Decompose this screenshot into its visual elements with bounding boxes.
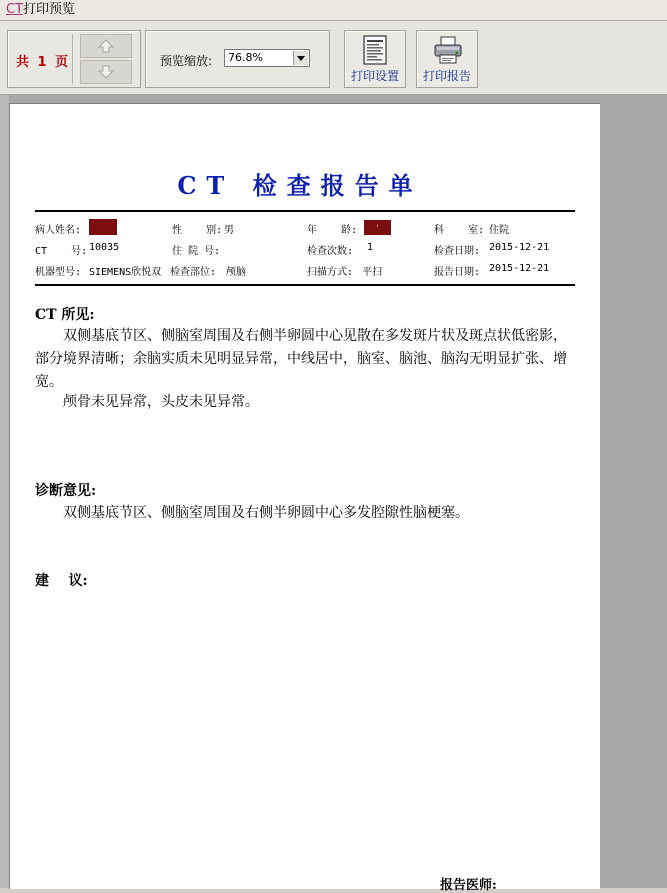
window-title-hotkey: CT [6, 2, 24, 17]
arrow-down-icon [95, 64, 117, 80]
diagnosis-heading: 诊断意见: [35, 483, 97, 499]
report-date-label: 报告日期: [434, 267, 481, 278]
zoom-value: 76.8% [228, 51, 263, 64]
window-title [6, 0, 75, 20]
report-doctor-label: 报告医师: [440, 878, 497, 893]
page-count-label: 共 1 页 [16, 55, 71, 70]
scan-mode-label: 扫描方式: [307, 267, 354, 278]
age-label: 年 龄: [307, 225, 358, 236]
zoom-dropdown-button[interactable] [293, 51, 308, 65]
arrow-up-icon [95, 38, 117, 54]
print-report-label: 打印报告 [422, 69, 471, 83]
page-down-button[interactable] [80, 60, 132, 84]
exam-part-label: 检查部位: [170, 267, 217, 278]
dept-label: 科 室: [434, 225, 485, 236]
exam-count-value: 1 [367, 242, 374, 253]
zoom-group [145, 30, 330, 88]
ct-no-value: 10035 [89, 242, 120, 253]
report-date-value: 2015-12-21 [489, 263, 550, 274]
exam-count-label: 检查次数: [307, 246, 354, 257]
print-setup-label: 打印设置 [350, 69, 399, 83]
chevron-down-icon [297, 56, 305, 61]
zoom-select[interactable] [224, 49, 310, 67]
findings-paragraph-2: 颅骨未见异常，头皮未见异常。 [63, 394, 259, 410]
page-navigation-group [7, 30, 141, 88]
preview-area[interactable] [0, 95, 667, 893]
print-report-button[interactable] [416, 30, 478, 88]
report-title: CT 检查报告单 [177, 171, 423, 200]
exam-part-value: 颅脑 [226, 267, 246, 278]
advice-heading: 建 议: [35, 573, 88, 589]
report-page [9, 103, 600, 893]
exam-date-value: 2015-12-21 [489, 242, 550, 253]
sex-value: 男 [224, 225, 234, 236]
pager-separator [72, 34, 73, 84]
header-rule-top [35, 210, 575, 212]
ct-no-label: CT 号: [35, 246, 88, 257]
patient-name-label: 病人姓名: [35, 225, 82, 236]
printer-icon [432, 35, 464, 65]
dept-value: 住院 [489, 225, 509, 236]
findings-paragraph-1: 双侧基底节区、侧脑室周围及右侧半卵圆中心见散在多发斑片状及斑点状低密影，部分境界清晰；余脑实质未见明显异常，中线居中，脑室、脑池、脑沟无明显扩张、增宽。 [35, 328, 567, 390]
exam-date-label: 检查日期: [434, 246, 481, 257]
toolbar [0, 21, 667, 95]
title-bar [0, 0, 667, 21]
machine-model-value: SIEMENS欣悦双 [89, 267, 162, 278]
findings-heading: CT 所见: [35, 307, 95, 323]
inpatient-no-label: 住 院 号: [172, 246, 221, 257]
page-setup-icon [360, 35, 390, 65]
diagnosis-paragraph: 双侧基底节区、侧脑室周围及右侧半卵圆中心多发腔隙性脑梗塞。 [63, 505, 469, 521]
page-up-button[interactable] [80, 34, 132, 58]
print-setup-button[interactable] [344, 30, 406, 88]
preview-left-margin [0, 95, 9, 888]
patient-name-redacted [89, 219, 117, 235]
header-rule-bottom [35, 284, 575, 286]
age-redacted: · [364, 220, 391, 235]
machine-model-label: 机器型号: [35, 267, 82, 278]
window-title-text: 打印预览 [23, 2, 76, 17]
scan-mode-value: 平扫 [362, 267, 382, 278]
sex-label: 性 别: [172, 225, 223, 236]
zoom-label: 预览缩放: [160, 54, 213, 68]
